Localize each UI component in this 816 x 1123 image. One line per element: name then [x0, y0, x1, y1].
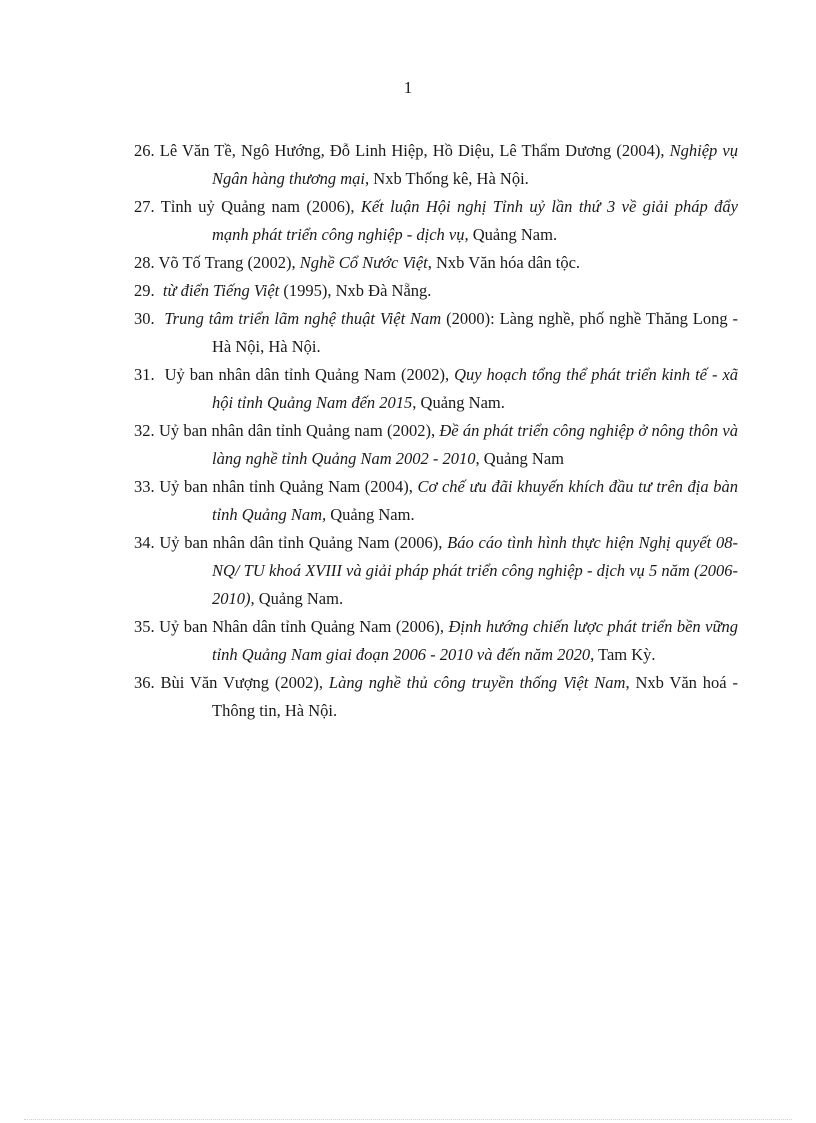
reference-item [134, 137, 738, 193]
reference-number: 32. [134, 421, 155, 440]
reference-item [134, 193, 738, 249]
reference-number: 31. [134, 365, 155, 384]
reference-item [134, 305, 738, 361]
reference-item [134, 669, 738, 725]
reference-item [134, 473, 738, 529]
reference-publisher: , Nxb Văn hóa dân tộc. [427, 253, 581, 272]
reference-author: Bùi Văn Vượng (2002), [160, 673, 329, 692]
reference-author: Tỉnh uỷ Quảng nam (2006), [160, 197, 361, 216]
reference-author: Uỷ ban nhân tỉnh Quảng Nam (2004), [159, 477, 418, 496]
reference-title: Báo cáo tình hình thực hiện Nghị quyết 08-NQ/ TU khoá XVIII và giải pháp phát triển công nghiệp - dịch vụ 5 năm (2006-2010), [212, 533, 739, 608]
reference-author: Uỷ ban nhân dân tỉnh Quảng nam (2002), [158, 421, 440, 440]
reference-gap [155, 281, 163, 300]
reference-author: Uỷ ban nhân dân tỉnh Quảng Nam (2006), [159, 533, 448, 552]
reference-item [134, 361, 738, 417]
reference-item [134, 249, 738, 277]
reference-title: Nghiệp vụ Ngân hàng thương mại [212, 141, 738, 188]
reference-item [134, 529, 738, 613]
reference-title: Trung tâm triển lãm nghệ thuật Việt Nam [164, 309, 442, 328]
reference-publisher: , Quảng Nam. [412, 393, 505, 412]
reference-item [134, 277, 738, 305]
reference-number: 29. [134, 281, 155, 300]
reference-publisher: , Nxb Văn hoá - Thông tin, Hà Nội. [212, 673, 738, 720]
reference-title: Định hướng chiến lược phát triển bền vững tỉnh Quảng Nam giai đoạn 2006 - 2010 và đến năm 2020 [212, 617, 738, 664]
reference-publisher: Quảng Nam. [254, 589, 344, 608]
reference-publisher: , Nxb Thống kê, Hà Nội. [365, 169, 529, 188]
reference-item [134, 613, 738, 669]
reference-title: Kết luận Hội nghị Tỉnh uỷ lần thứ 3 về giải pháp đẩy mạnh phát triển công nghiệp - dịch vụ [212, 197, 738, 244]
reference-title: từ điển Tiếng Việt [162, 281, 280, 300]
reference-publisher: , Quảng Nam [475, 449, 564, 468]
reference-title: Làng nghề thủ công truyền thống Việt Nam [328, 673, 626, 692]
reference-author: Võ Tố Trang (2002), [158, 253, 300, 272]
reference-title: Đề án phát triển công nghiệp ở nông thôn và làng nghề tỉnh Quảng Nam 2002 - 2010 [212, 421, 739, 468]
reference-author: Uỷ ban nhân dân tỉnh Quảng Nam (2002), [164, 365, 455, 384]
reference-number: 36. [134, 673, 155, 692]
page-bottom-divider [24, 1119, 792, 1120]
reference-publisher: (1995), Nxb Đà Nẵng. [279, 281, 432, 300]
reference-publisher: , Quảng Nam. [464, 225, 558, 244]
reference-number: 33. [134, 477, 155, 496]
reference-author: Lê Văn Tề, Ngô Hướng, Đỗ Linh Hiệp, Hồ Diệu, Lê Thẩm Dương (2004), [159, 141, 670, 160]
reference-title: Quy hoạch tổng thể phát triển kinh tế - xã hội tỉnh Quảng Nam đến 2015 [212, 365, 739, 412]
reference-number: 26. [134, 141, 155, 160]
reference-gap [155, 309, 165, 328]
reference-gap [155, 365, 165, 384]
reference-author: Uỷ ban Nhân dân tỉnh Quảng Nam (2006), [159, 617, 449, 636]
reference-title: Nghề Cổ Nước Việt [299, 253, 428, 272]
reference-number: 28. [134, 253, 155, 272]
page-number: 1 [403, 78, 413, 97]
reference-number: 35. [134, 617, 155, 636]
reference-number: 27. [134, 197, 155, 216]
reference-list [134, 137, 738, 725]
reference-item [134, 417, 738, 473]
reference-number: 34. [134, 533, 155, 552]
reference-publisher: , Tam Kỳ. [590, 645, 656, 664]
reference-number: 30. [134, 309, 155, 328]
reference-title: Cơ chế ưu đãi khuyến khích đầu tư trên địa bàn tỉnh Quảng Nam, [212, 477, 738, 524]
reference-publisher: (2000): Làng nghề, phố nghề Thăng Long - Hà Nội, Hà Nội. [212, 309, 738, 356]
reference-publisher: Quảng Nam. [326, 505, 415, 524]
